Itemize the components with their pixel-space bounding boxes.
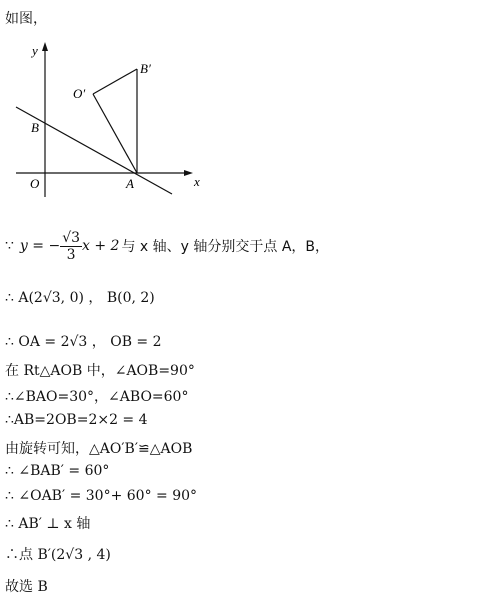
label-B-prime: B′ bbox=[140, 61, 151, 76]
solution-line-12: 故选 B bbox=[5, 579, 48, 595]
solution-line-8: ∴ ∠BAB′ = 60° bbox=[5, 463, 110, 479]
solution-line-9: ∴ ∠OAB′ = 30°+ 60° = 90° bbox=[5, 488, 198, 504]
solution-line-2: ∴ A(2√3, 0) ， B(0, 2) bbox=[5, 290, 155, 306]
coordinate-figure bbox=[0, 34, 220, 204]
fraction-numerator: √3 bbox=[62, 229, 81, 246]
label-B: B bbox=[31, 120, 39, 135]
y-axis-arrow-icon bbox=[42, 42, 48, 51]
solution-line-6: ∴AB=2OB=2×2 = 4 bbox=[5, 412, 148, 428]
label-O-prime: O′ bbox=[73, 86, 86, 101]
segment-A-Oprime bbox=[93, 94, 137, 173]
label-A: A bbox=[126, 176, 134, 191]
equation-rhs: x + 2 bbox=[82, 238, 120, 254]
label-y: y bbox=[32, 43, 38, 58]
intro-text: 如图， bbox=[5, 11, 47, 27]
solution-line-10: ∴ AB′ ⊥ x 轴 bbox=[5, 516, 91, 532]
solution-line-5: ∴∠BAO=30°，∠ABO=60° bbox=[5, 389, 189, 405]
fraction-denominator: 3 bbox=[66, 246, 76, 263]
solution-line-1 bbox=[5, 226, 329, 266]
because-symbol: ∵ bbox=[5, 238, 14, 254]
segment-Oprime-Bprime bbox=[93, 69, 137, 94]
x-axis-arrow-icon bbox=[184, 170, 193, 176]
equation-fraction bbox=[60, 230, 82, 263]
equation-lhs: y = − bbox=[19, 238, 61, 254]
label-O: O bbox=[30, 176, 40, 191]
solution-line-4: 在 Rt△AOB 中，∠AOB=90° bbox=[5, 363, 195, 379]
solution-line-7: 由旋转可知，△AO′B′≌△AOB bbox=[5, 441, 193, 457]
solution-line-11: ∴点 B′(2√3 , 4) bbox=[5, 547, 111, 563]
solution-line-3: ∴ OA = 2√3 ， OB = 2 bbox=[5, 334, 162, 350]
line-y-eq bbox=[16, 107, 172, 194]
label-x: x bbox=[194, 174, 200, 189]
equation-text: 与 x 轴、y 轴分别交于点 A，B， bbox=[121, 239, 330, 255]
